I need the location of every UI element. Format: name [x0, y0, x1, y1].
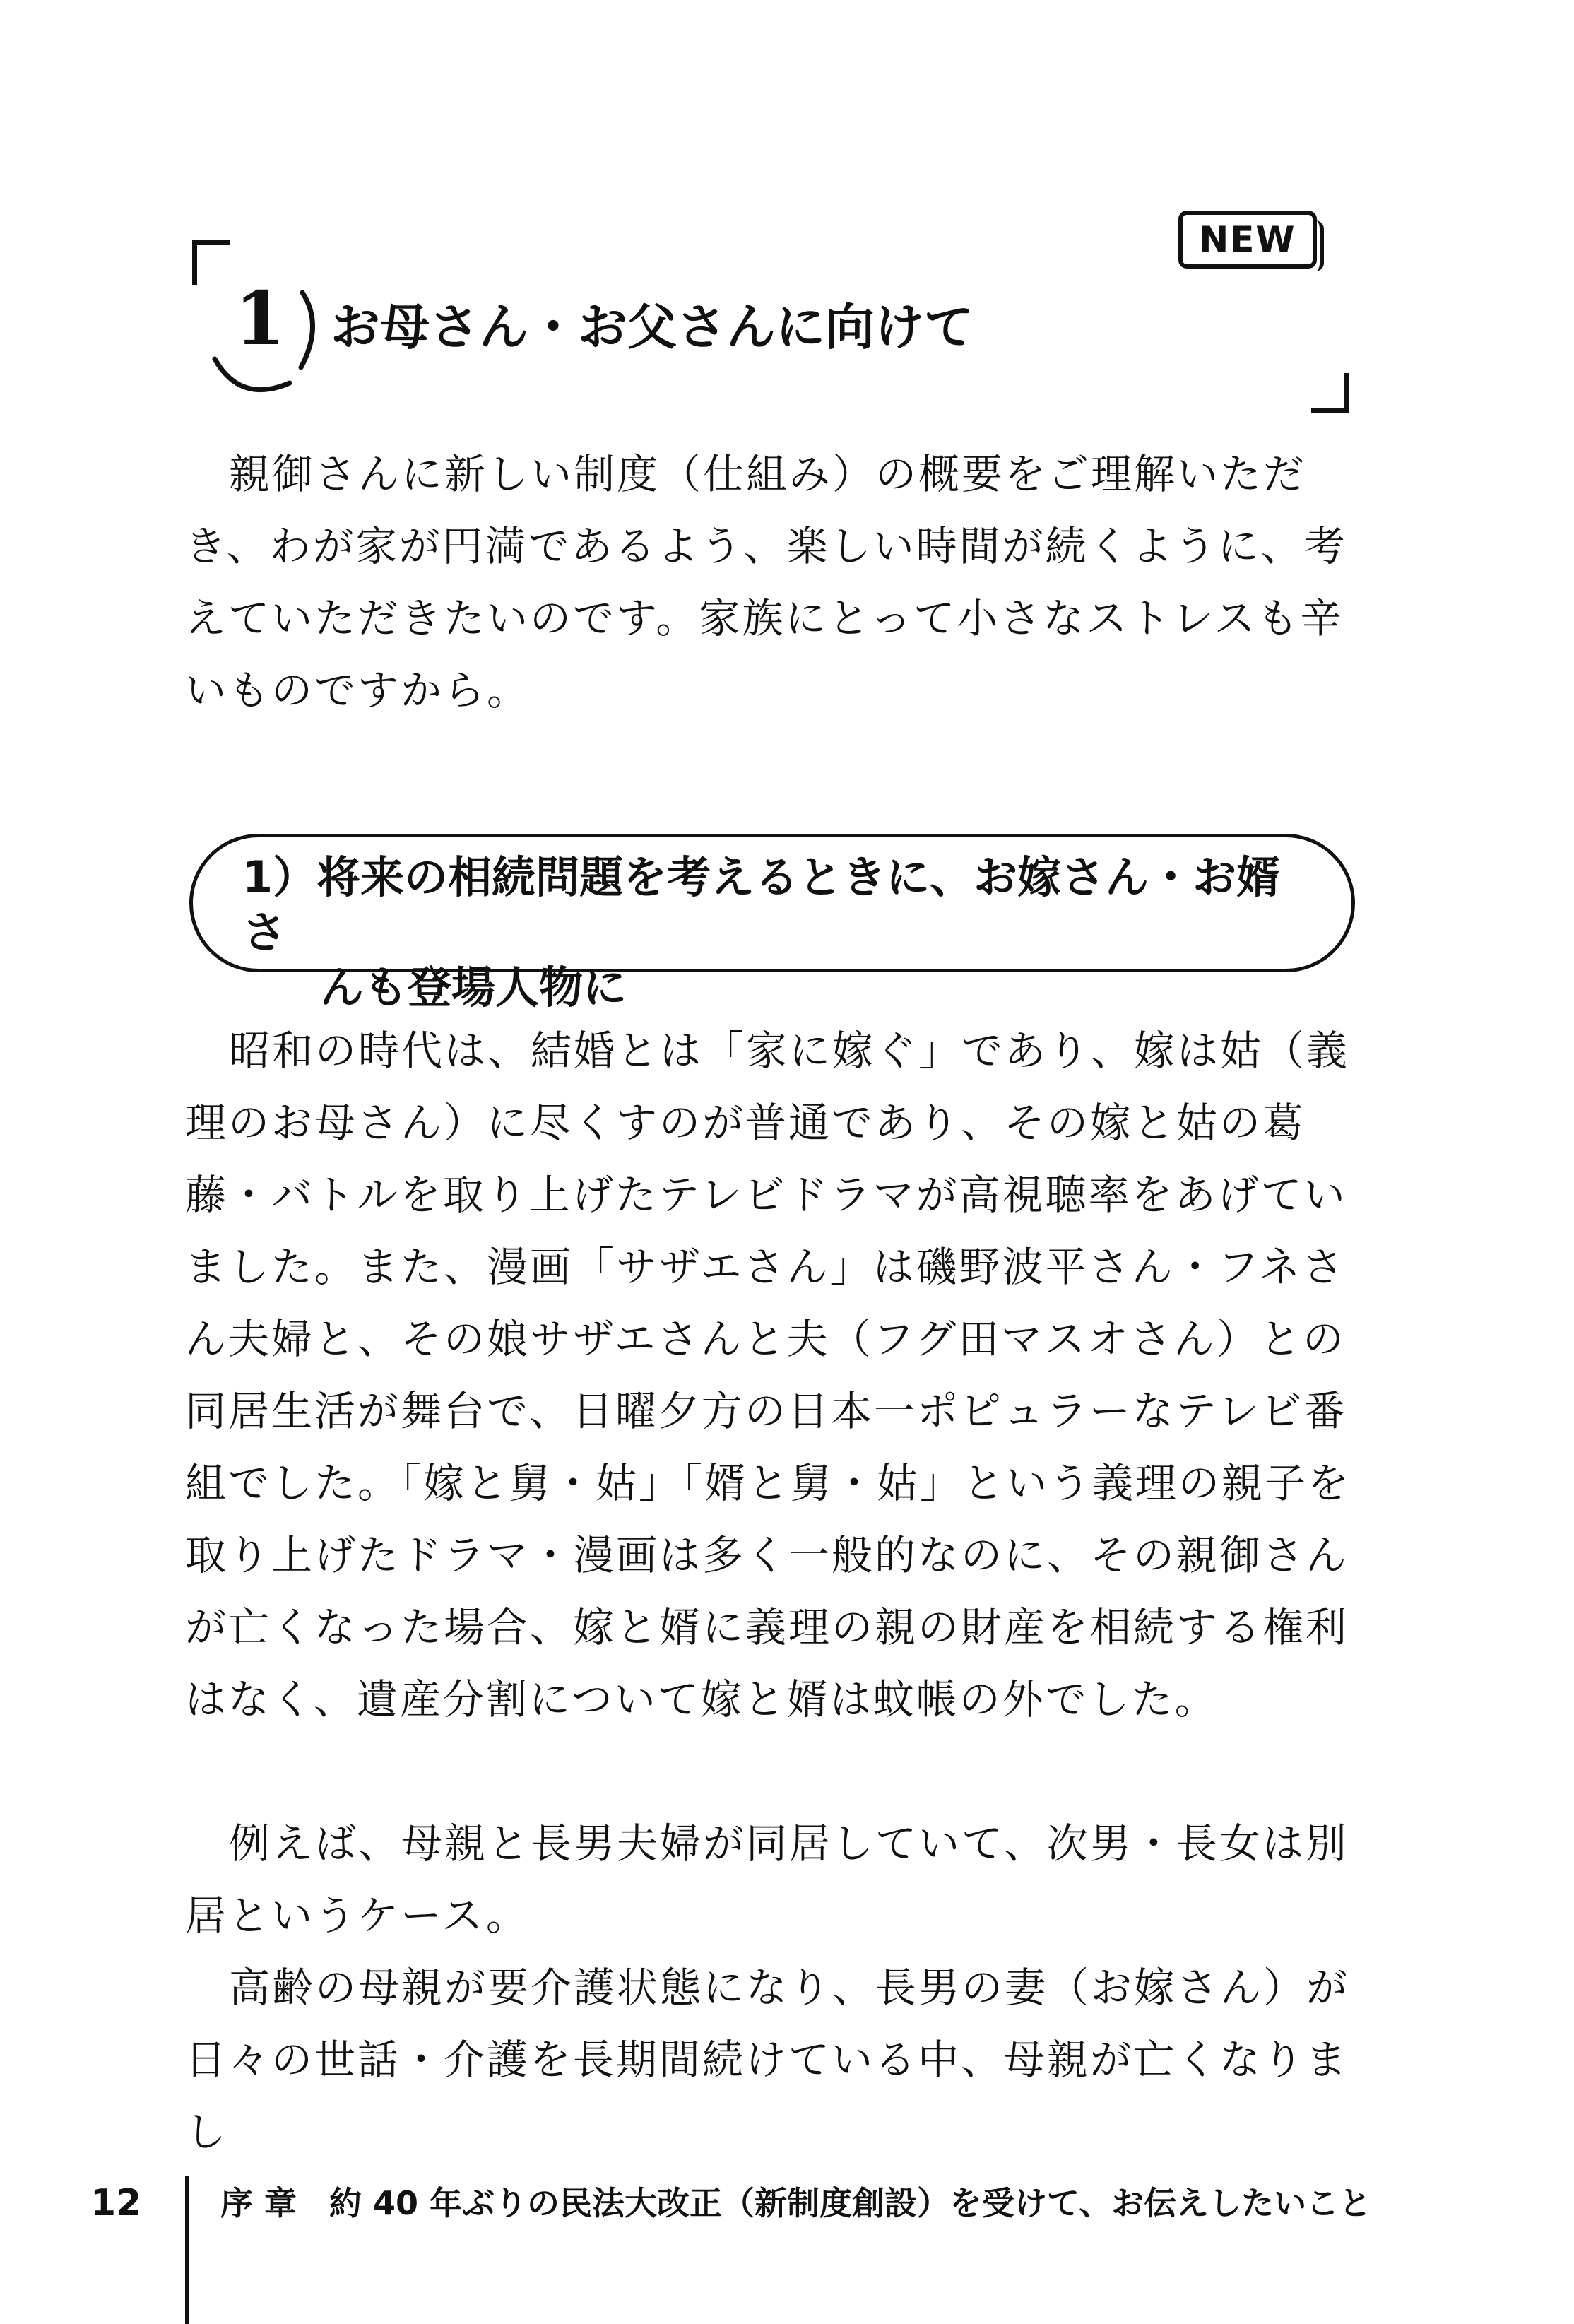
running-title: 序 章 約 40 年ぶりの民法大改正（新制度創設）を受けて、お伝えしたいこと [220, 2184, 1372, 2222]
corner-bracket-top-left [192, 240, 230, 285]
subheading-line-2: んも登場人物に [320, 962, 627, 1013]
footer-divider [185, 2176, 189, 2324]
intro-paragraph: 親御さんに新しい制度（仕組み）の概要をご理解いただき、わが家が円満であるよう、楽しい時間が続くように、考えていただきたいのです。家族にとって小さなストレスも辛いものですから。 [185, 450, 1347, 714]
page-number: 12 [90, 2182, 142, 2224]
new-badge: NEW [1178, 211, 1317, 269]
section-title: お母さん・お父さんに向けて [331, 298, 974, 356]
body-paragraph-1: 昭和の時代は、結婚とは「家に嫁ぐ」であり、嫁は姑（義理のお母さん）に尽くすのが普通であり、その嫁と姑の葛藤・バトルを取り上げたテレビドラマが高視聴率をあげていました。また、漫画「サザエさん」は磯野波平さん・フネさん夫婦と、その娘サザエさんと夫（フグ田マスオさん）との同居生活が舞台で、日曜夕方の日本一ポピュラーなテレビ番組でした。「嫁と舅・姑」「婿と舅・姑」という義理の親子を取り上げたドラマ・漫画は多く一般的なのに、その親御さんが亡くなった場合、嫁と婿に義理の親の財産を相続する権利はなく、遺産分割について嫁と婿は蚊帳の外でした。 [185, 1027, 1351, 1723]
subheading-pill [189, 834, 1355, 1013]
section-number: 1 [234, 275, 286, 362]
body-paragraph-3: 高齢の母親が要介護状態になり、長男の妻（お嫁さん）が日々の世話・介護を長期間続けている中、母親が亡くなりまし [185, 1964, 1350, 2156]
subheading-line-1: 1）将来の相続問題を考えるときに、お嫁さん・お婿さ [242, 851, 1281, 958]
corner-bracket-bottom-right [1311, 373, 1349, 413]
body-paragraph-2: 例えば、母親と長男夫婦が同居していて、次男・長女は別居というケース。 [185, 1819, 1349, 1940]
